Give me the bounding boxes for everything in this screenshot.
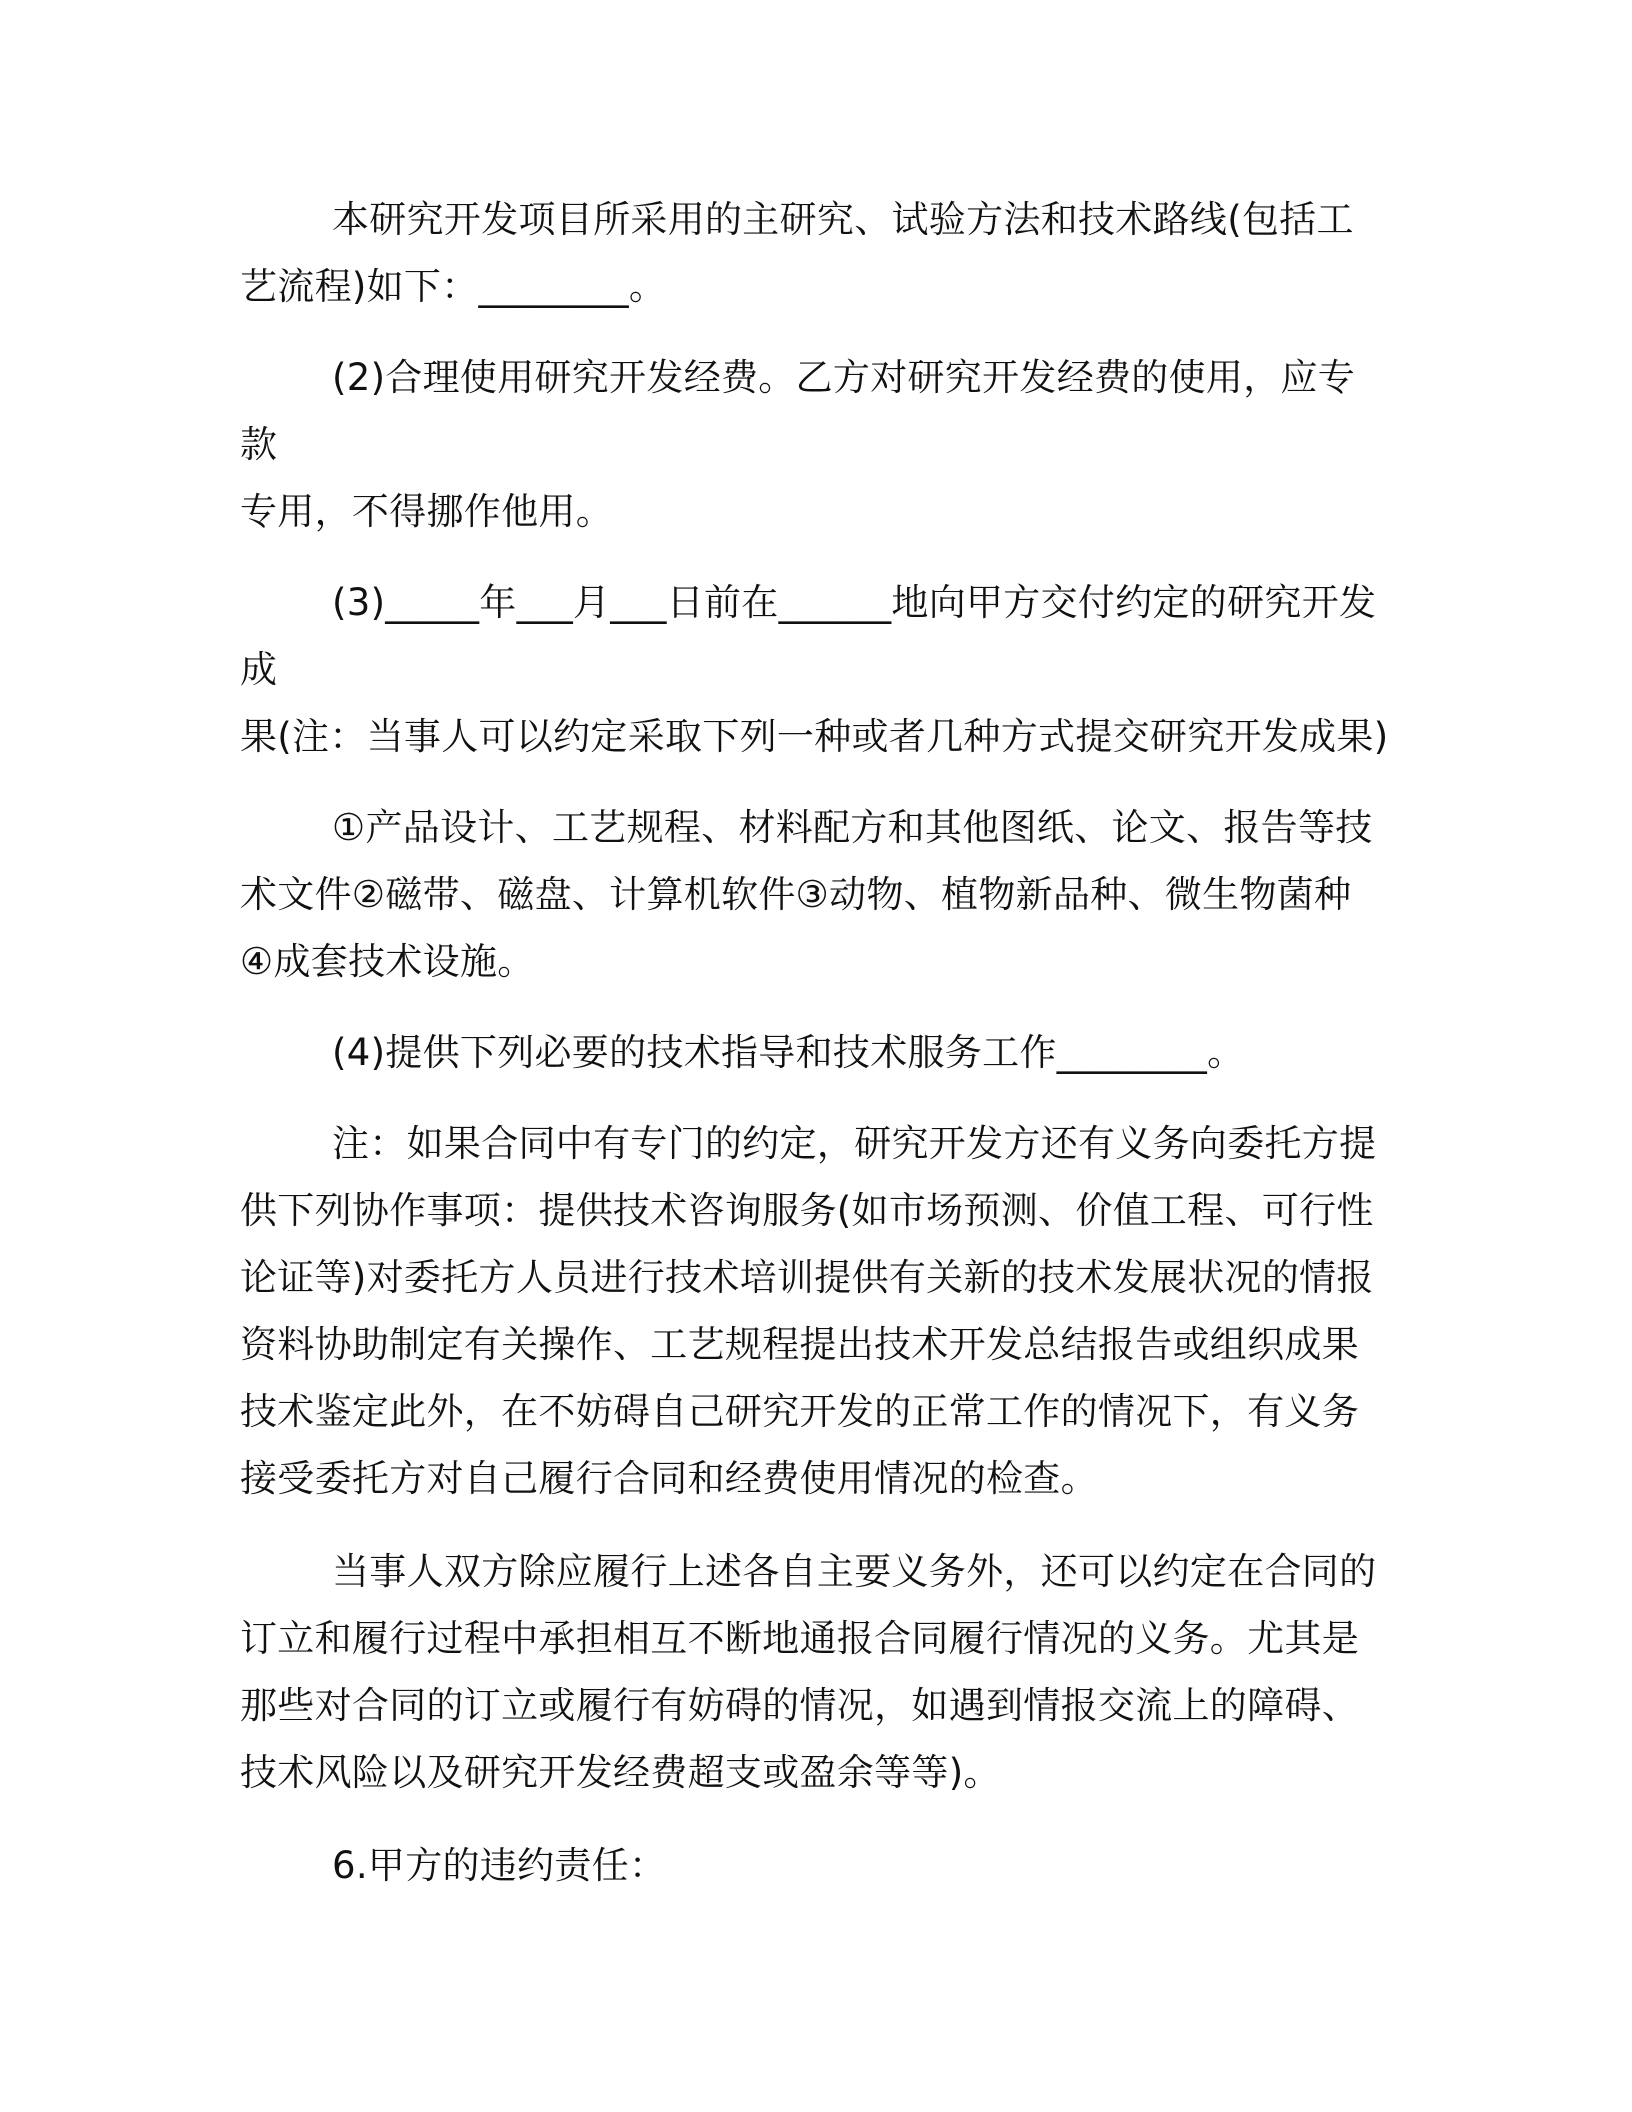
paragraph-funding-use: (2)合理使用研究开发经费。乙方对研究开发经费的使用，应专款 专用，不得挪作他用。 — [240, 356, 1356, 533]
paragraph-deliverable-forms: ①产品设计、工艺规程、材料配方和其他图纸、论文、报告等技 术文件②磁带、磁盘、计算机软件③动物、植物新品种、微生物菌种 ④成套技术设施。 — [240, 806, 1373, 983]
document-body — [240, 186, 1392, 1899]
paragraph-mutual-obligations: 当事人双方除应履行上述各自主要义务外，还可以约定在合同的 订立和履行过程中承担相互不断地通报合同履行情况的义务。尤其是 那些对合同的订立或履行有妨碍的情况，如遇到情报交流上的障碍、 技术风险以及研究开发经费超支或盈余等等)。 — [240, 1550, 1377, 1794]
section-heading-party-a-liability: 6.甲方的违约责任： — [332, 1844, 667, 1887]
paragraph-note-cooperation: 注：如果合同中有专门的约定，研究开发方还有义务向委托方提 供下列协作事项：提供技术咨询服务(如市场预测、价值工程、可行性 论证等)对委托方人员进行技术培训提供有关新的技术发展状况的情报 资料协助制定有关操作、工艺规程提出技术开发总结报告或组织成果 技术鉴定此外，在不妨碍自己研究开发的正常工作的情况下，有义务 接受委托方对自己履行合同和经费使用情况的检查。 — [240, 1122, 1377, 1500]
paragraph-technical-guidance: (4)提供下列必要的技术指导和技术服务工作________。 — [332, 1031, 1245, 1074]
paragraph-delivery-date: (3)_____年___月___日前在______地向甲方交付约定的研究开发成 果(注：当事人可以约定采取下列一种或者几种方式提交研究开发成果) — [240, 581, 1389, 758]
paragraph-research-methods: 本研究开发项目所采用的主研究、试验方法和技术路线(包括工 艺流程)如下：________。 — [240, 198, 1354, 308]
